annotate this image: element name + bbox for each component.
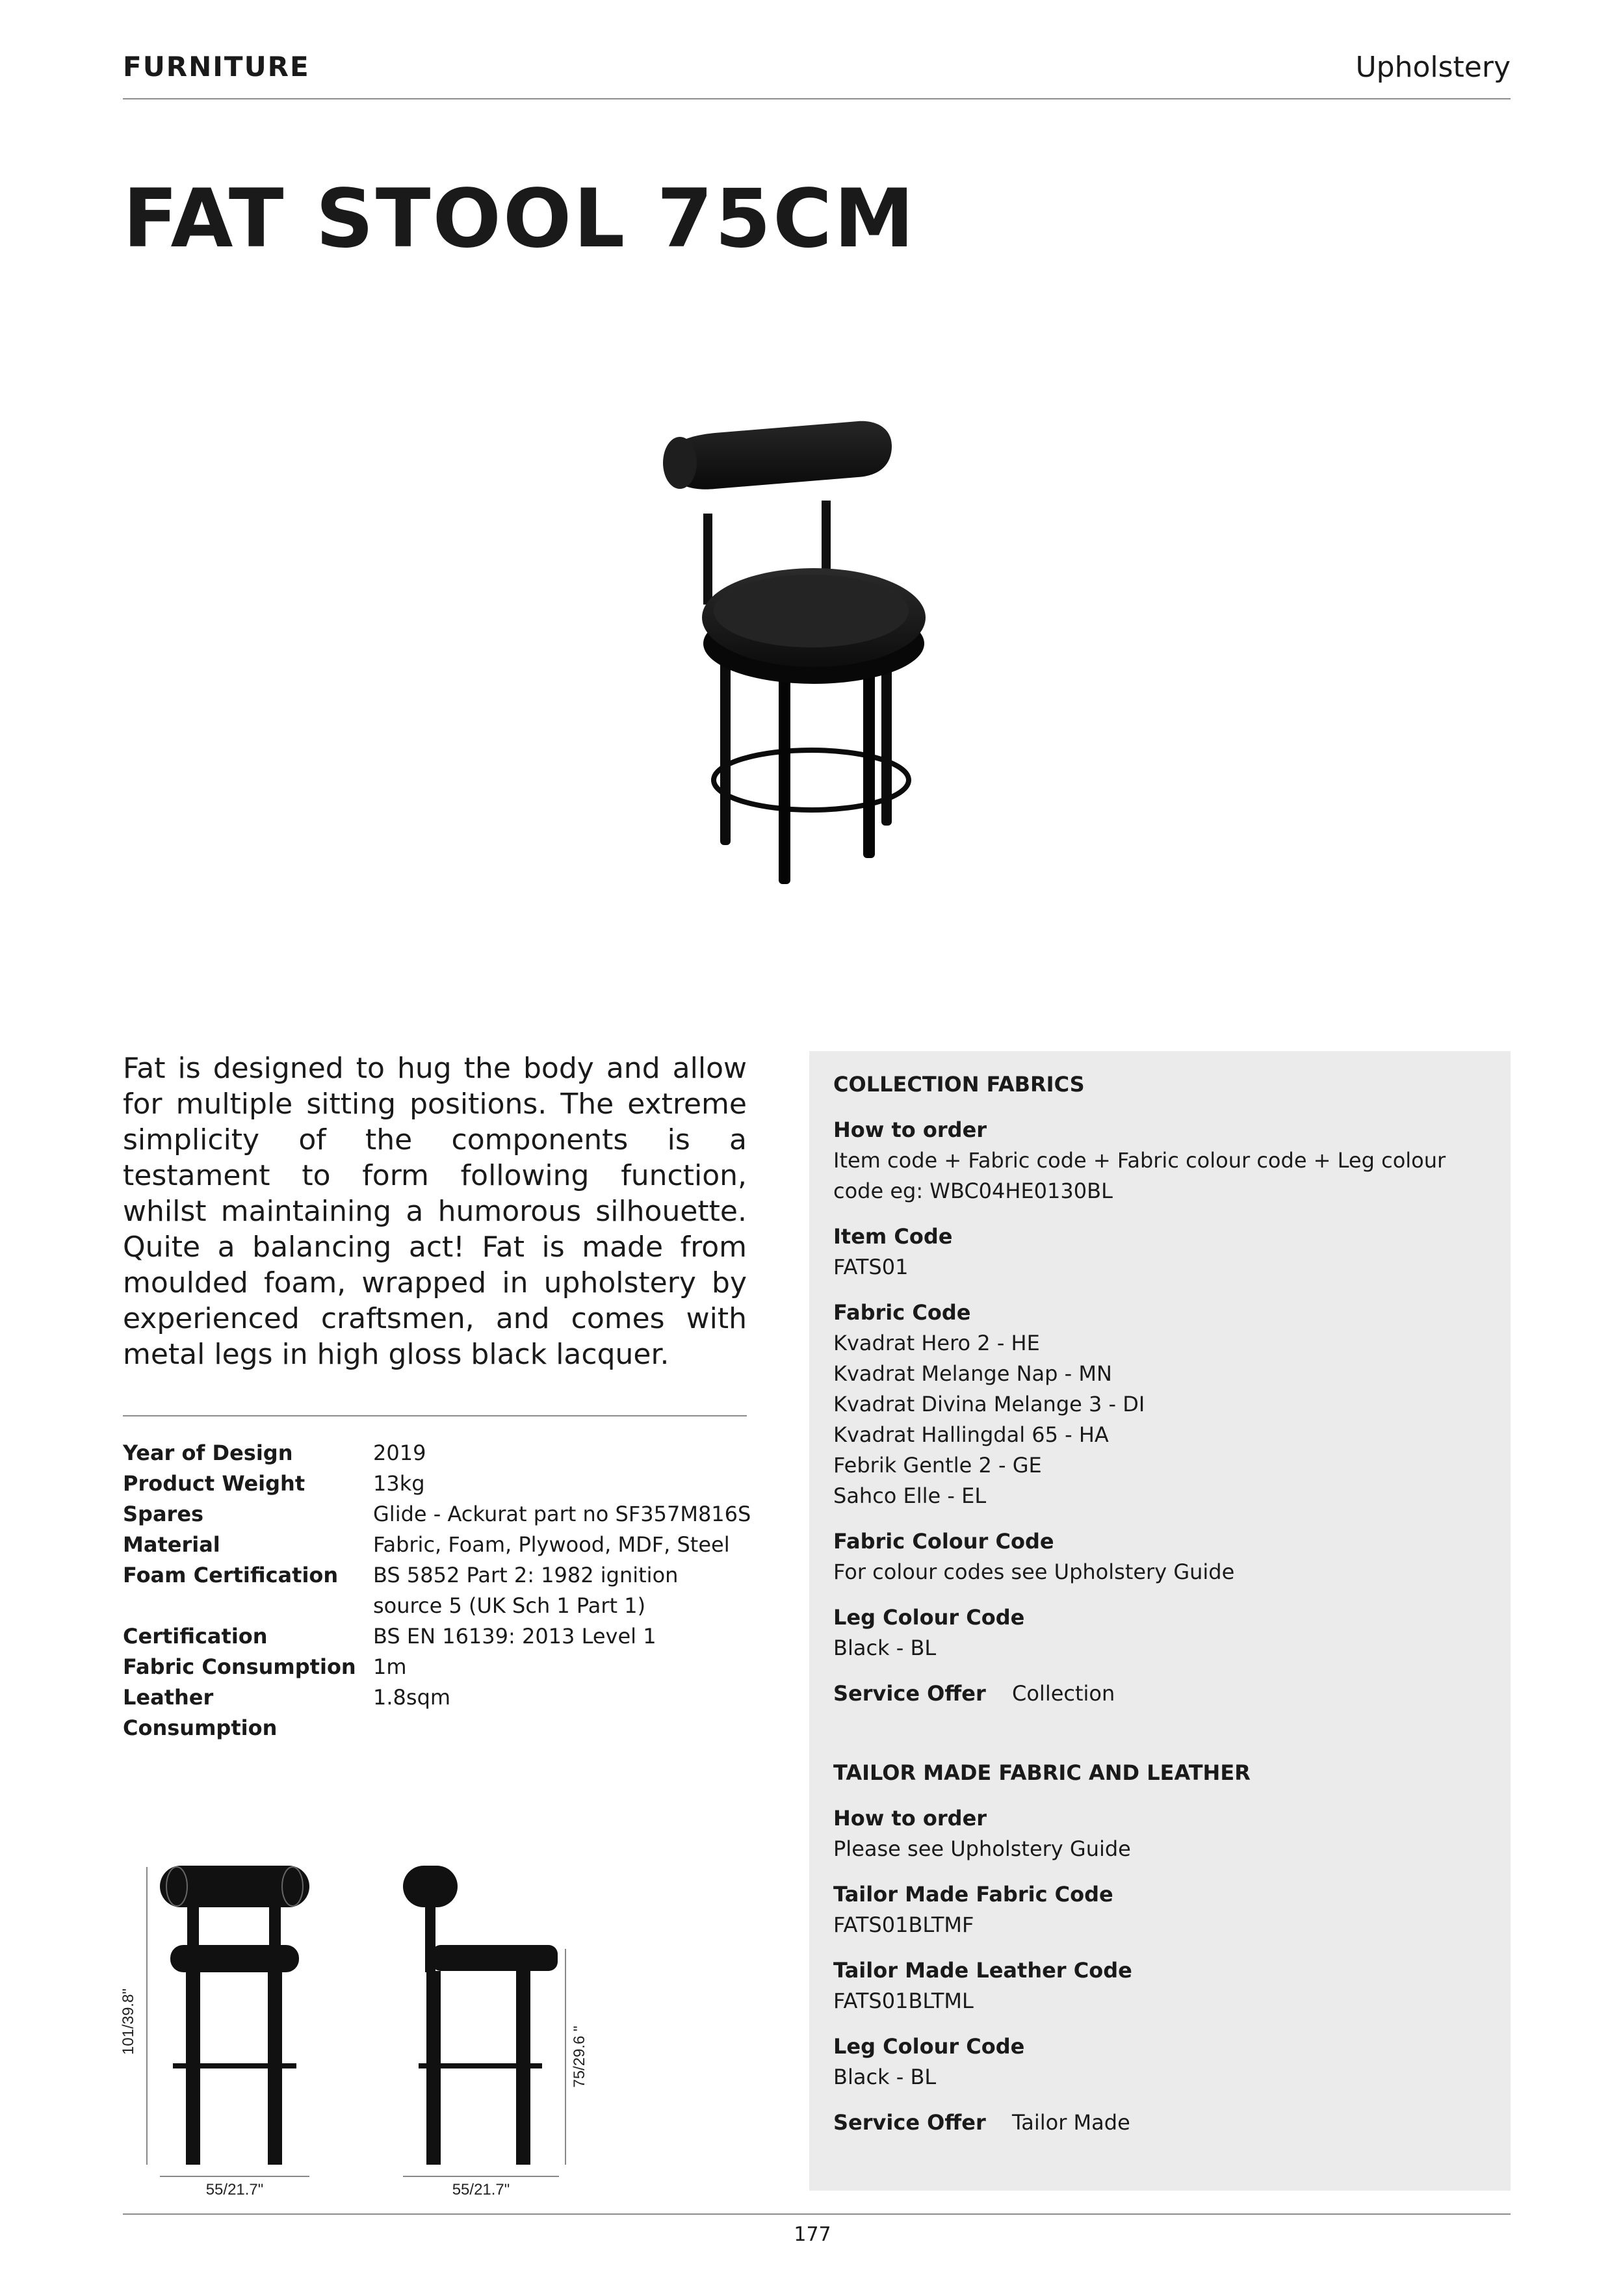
footer-divider — [123, 2213, 1511, 2215]
dimension-drawings — [117, 1853, 611, 2204]
collection-how-to-order: How to order Item code + Fabric code + Fabric colour code + Leg colour code eg: WBC04HE0130BL — [833, 1117, 1446, 1203]
fabric-code-item: Kvadrat Divina Melange 3 - DI — [833, 1392, 1145, 1416]
collection-leg-colour-code: Leg Colour Code Black - BL — [833, 1605, 1025, 1660]
tailor-leg-colour-code: Leg Colour Code Black - BL — [833, 2034, 1025, 2089]
spec-row-fabric-consumption — [123, 1652, 753, 1682]
spec-label: Fabric Consumption — [123, 1654, 356, 1679]
product-description: Fat is designed to hug the body and allow for multiple sitting positions. The extreme simplicity of the components is a testament to form following function, whilst maintaining a humorous silhouette. Quite a balancing act! Fat is made from moulded foam, wrapped in upholstery by experienced craftsmen, and comes with metal legs in high gloss black lacquer. — [123, 1052, 747, 1371]
category-label: FURNITURE — [123, 51, 310, 83]
tailor-leather-code: Tailor Made Leather Code FATS01BLTML — [833, 1958, 1132, 2013]
spec-value: Fabric, Foam, Plywood, MDF, Steel — [373, 1532, 730, 1557]
front-width-label: 55/21.7" — [205, 2181, 264, 2198]
spec-row-certification — [123, 1621, 753, 1652]
spec-table — [123, 1438, 753, 1743]
side-view-drawing — [403, 1866, 565, 2176]
fabric-code-item: Kvadrat Hallingdal 65 - HA — [833, 1422, 1109, 1447]
side-width-label: 55/21.7" — [452, 2181, 510, 2198]
spec-label: Leather Consumption — [123, 1685, 278, 1740]
tailor-made-heading: TAILOR MADE FABRIC AND LEATHER — [833, 1760, 1251, 1785]
spec-row-foam-certification — [123, 1560, 753, 1621]
collection-fabrics-heading: COLLECTION FABRICS — [833, 1072, 1085, 1097]
page-title: FAT STOOL 75CM — [123, 172, 916, 266]
product-image — [637, 416, 962, 956]
spec-value: BS 5852 Part 2: 1982 ignition source 5 (UK Sch 1 Part 1) — [373, 1563, 679, 1618]
spec-value: 13kg — [373, 1471, 425, 1496]
spec-row-weight — [123, 1468, 753, 1499]
spec-row-material — [123, 1530, 753, 1560]
spec-row-leather-consumption — [123, 1682, 753, 1743]
ordering-panel — [809, 1051, 1511, 2191]
collection-item-code: Item Code FATS01 — [833, 1224, 953, 1279]
spec-label: Foam Certification — [123, 1563, 339, 1587]
tailor-fabric-code: Tailor Made Fabric Code FATS01BLTMF — [833, 1882, 1113, 1937]
page-number: 177 — [794, 2223, 831, 2246]
spec-value: BS EN 16139: 2013 Level 1 — [373, 1624, 656, 1649]
side-seat-height-label: 75/29.6 " — [571, 2026, 588, 2088]
fabric-code-item: Kvadrat Melange Nap - MN — [833, 1361, 1112, 1386]
description-divider — [123, 1415, 747, 1416]
section-label: Upholstery — [1355, 51, 1511, 84]
spec-value: 1m — [373, 1654, 407, 1679]
fabric-code-item: Sahco Elle - EL — [833, 1483, 987, 1508]
collection-fabric-colour-code: Fabric Colour Code For colour codes see Upholstery Guide — [833, 1529, 1235, 1584]
spec-label: Material — [123, 1532, 220, 1557]
spec-row-year — [123, 1438, 753, 1468]
spec-value: Glide - Ackurat part no SF357M816S — [373, 1502, 751, 1526]
tailor-how-to-order: How to order Please see Upholstery Guide — [833, 1806, 1131, 1861]
spec-label: Product Weight — [123, 1471, 305, 1496]
tailor-service-offer: Service Offer Tailor Made — [833, 2110, 1130, 2135]
spec-value: 2019 — [373, 1441, 426, 1465]
front-view-drawing — [147, 1866, 309, 2176]
spec-label: Spares — [123, 1502, 204, 1526]
spec-value: 1.8sqm — [373, 1685, 451, 1710]
spec-row-spares — [123, 1499, 753, 1530]
collection-service-offer: Service Offer Collection — [833, 1681, 1115, 1706]
front-height-label: 101/39.8" — [120, 1989, 137, 2055]
fabric-code-item: Febrik Gentle 2 - GE — [833, 1453, 1042, 1478]
header-divider — [123, 98, 1511, 99]
spec-label: Year of Design — [123, 1441, 293, 1465]
collection-fabric-code: Fabric Code Kvadrat Hero 2 - HE Kvadrat Melange Nap - MN Kvadrat Divina Melange 3 - DI Kvadrat Hallingdal 65 - HA Febrik Gentle 2 - GE Sahco Elle - EL — [833, 1298, 1496, 1511]
spec-label: Certification — [123, 1624, 268, 1649]
fabric-code-item: Kvadrat Hero 2 - HE — [833, 1331, 1040, 1355]
